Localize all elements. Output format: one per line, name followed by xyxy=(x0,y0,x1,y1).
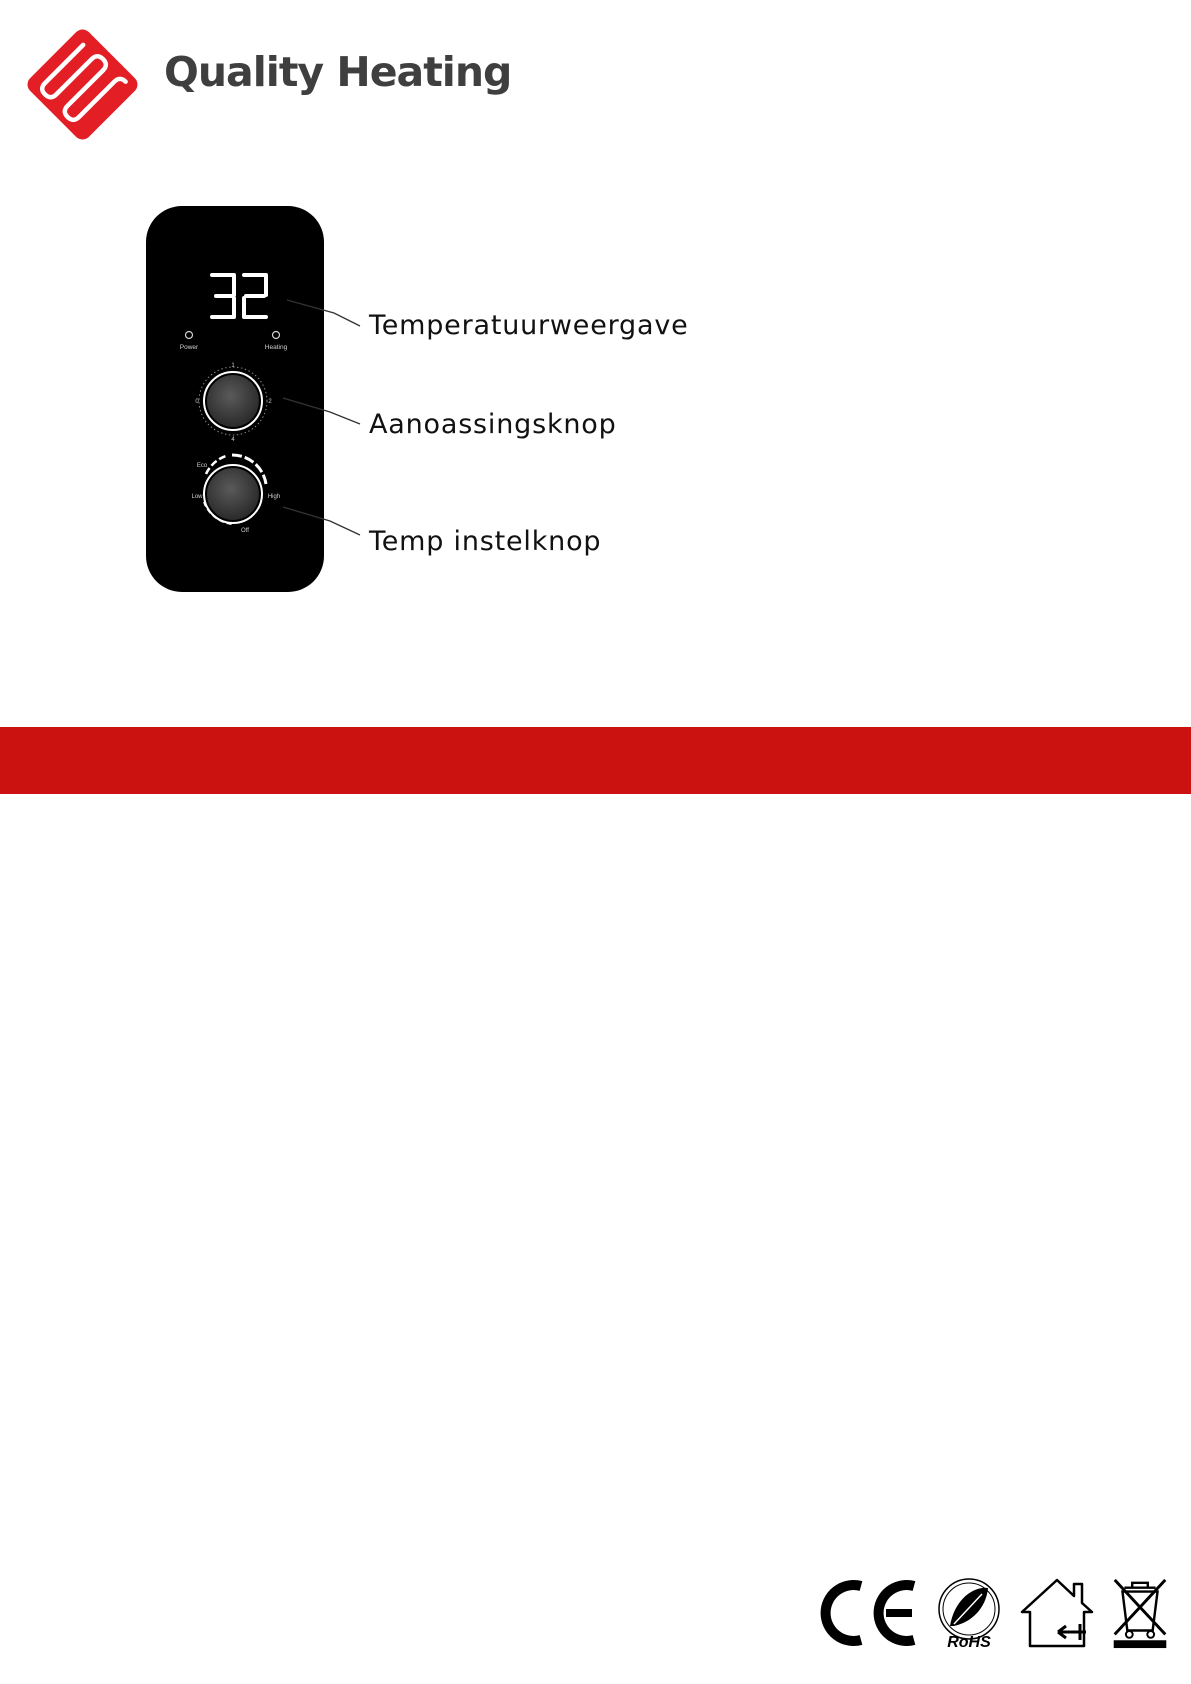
brand-logo-icon xyxy=(20,22,145,147)
callout-adjust-knob: Aanoassingsknop xyxy=(369,409,617,440)
temp-scale-high: High xyxy=(267,494,281,500)
power-led-icon xyxy=(186,332,193,339)
heating-led-icon xyxy=(273,332,280,339)
control-panel xyxy=(146,206,324,592)
temperature-display xyxy=(212,275,266,317)
adjust-scale-4: 4 xyxy=(231,437,235,443)
adjust-scale-1: 1 xyxy=(231,363,235,369)
brand-name: Quality Heating xyxy=(164,48,512,96)
heating-label: Heating xyxy=(264,344,288,351)
power-label: Power xyxy=(179,344,199,351)
callout-temp-setting-knob: Temp instelknop xyxy=(369,526,602,557)
temp-scale-low: Low xyxy=(191,494,203,500)
adjust-scale-2: 2 xyxy=(268,399,272,405)
temp-scale-off: Off xyxy=(241,528,249,534)
adjust-scale-0: 0 xyxy=(195,399,199,405)
ce-mark-icon xyxy=(820,1576,918,1650)
rohs-icon xyxy=(932,1576,1006,1650)
display-value-text: 32 xyxy=(146,206,148,207)
weee-crossed-bin-icon xyxy=(1110,1576,1170,1650)
indoor-use-house-icon xyxy=(1018,1576,1096,1650)
adjust-knob[interactable] xyxy=(199,367,267,435)
red-divider-band xyxy=(0,727,1191,794)
temp-setting-knob[interactable] xyxy=(204,455,266,524)
rohs-label: RoHS xyxy=(947,1634,991,1650)
callout-temperature-display: Temperatuurweergave xyxy=(369,310,689,341)
temp-scale-eco: Eco xyxy=(196,463,208,469)
